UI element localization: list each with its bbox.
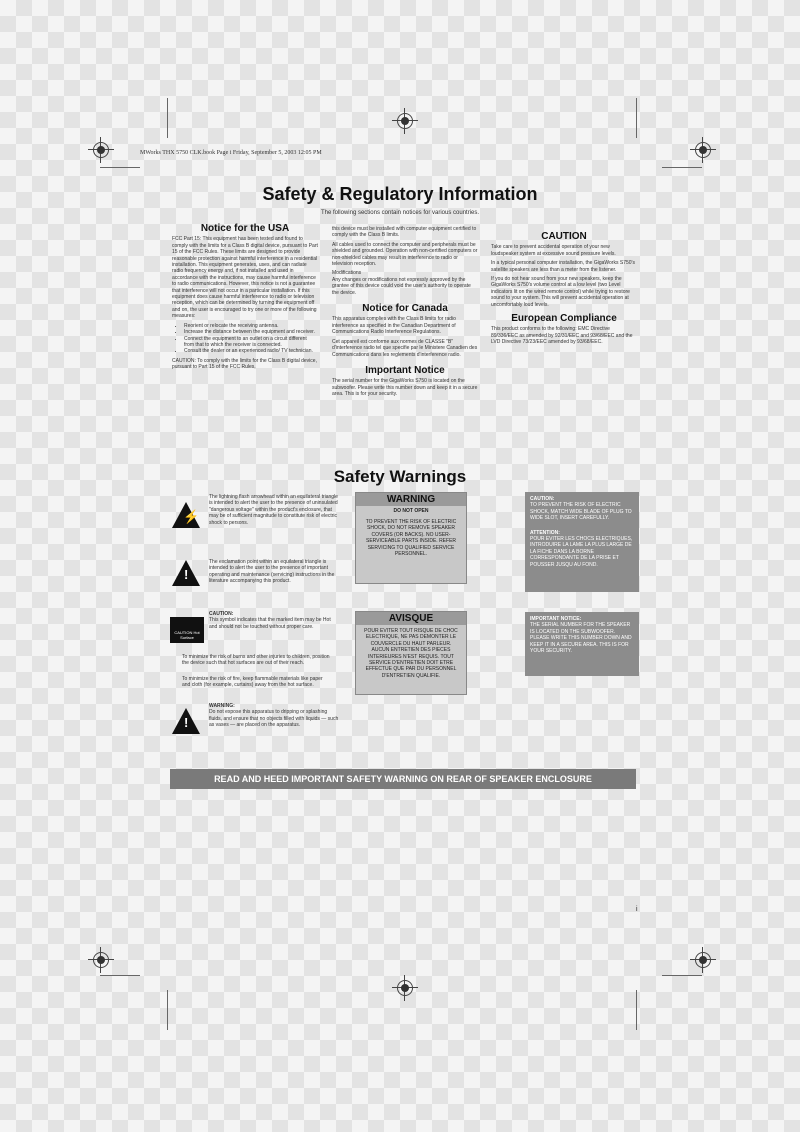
serial-notice-box (525, 612, 639, 676)
hot-caution-block (209, 611, 339, 630)
hot-caution-label: CAUTION: (209, 611, 234, 617)
lightning-warning-text: The lightning flash arrowhead within an equilateral triangle is intended to alert the user to the presence of uninsulated "dangerous voltage" within the product's enclosure, that may be of sufficient magnitude to constitute risk of electric shock to persons. (209, 494, 338, 526)
list-item: • Increase the distance between the equipment and receiver. (184, 329, 318, 335)
caution-paragraph-1: Take care to prevent accidental operation of your new loudspeaker system at excessive sound pressure levels. (491, 244, 616, 257)
crop-mark (636, 990, 637, 1030)
registration-mark-bottom-center (392, 975, 418, 1001)
crop-mark (100, 975, 140, 976)
canada-paragraph-1: This apparatus complies with the Class B limits for radio interference as specified in the Canadian Department of Communications Radio Interference Regulations. (332, 316, 456, 336)
europe-heading: European Compliance (511, 313, 617, 325)
plug-attention-text: POUR EVITER LES CHOCS ELECTRIQUES, INTRODUIRE LA LAME LA PLUS LARGE DE LA FICHE DANS LA BORNE CORRESPONDANTE DE LA PRISE ET POUSSER JUSQU AU FOND. (530, 536, 633, 568)
important-notice-text: The serial number for the GigaWorks S750 is located on the subwoofer. Please write this number down and keep it in a secure area. This is for your security. (332, 378, 478, 398)
warning-box-subheading: DO NOT OPEN (393, 508, 429, 514)
liquid-warning-label: WARNING: (209, 703, 235, 709)
list-item: • Reorient or relocate the receiving antenna. (184, 323, 318, 329)
caution-paragraph-3: If you do not hear sound from your new speakers, keep the GigaWorks S750's volume control at a low level (two Level indicators lit on the wired remote control) while trying to restore sound to your system. This will prevent accidental operation at uncomfortably loud levels. (491, 276, 630, 308)
crop-mark (662, 975, 702, 976)
canada-paragraph-2: Cet appareil est conforme aux normes de CLASSE "B" d'interference radio tel que specifie par le Ministere Canadien des Communications dans les reglements d'interference radio. (332, 338, 478, 358)
usa-paragraph: FCC Part 15: This equipment has been tested and found to comply with the limits for a Class B digital device, pursuant to Part 15 of the FCC Rules. These limits are designed to provide reasonable protection against harmful interference in a residential installation. This equipment generates, uses, and can radiate radio frequency energy and, if not installed and used in accordance with the instructions, may cause harmful interference to radio communications. However, this notice is not a guarantee that interference will not occur in a particular installation. If this equipment does cause harmful interference to radio or television reception, which can be determined by turning the equipment off and on, the user is encouraged to try one or more of the following measures: (172, 236, 318, 320)
safety-banner: READ AND HEED IMPORTANT SAFETY WARNING ON REAR OF SPEAKER ENCLOSURE (170, 769, 636, 789)
avisque-box-text: POUR EVITER TOUT RISQUE DE CHOC ELECTRIQUE, NE PAS DEMONTER LE COUVERCLE DU HAUT PARLEUR. AUCUN ENTRETIEN DES PIECES INTERIEURES N'EST REQUIS. TOUT SERVICE D'ENTRETIEN DOIT ETRE EFFECTUE QUE PAR DU PERSONNEL D'ENTRETIEN QUALIFIE. (364, 628, 458, 679)
lightning-warning-icon: ⚡ (172, 502, 200, 528)
crop-mark (167, 98, 168, 138)
registration-mark-top-center (392, 108, 418, 134)
usa-measures-list (172, 323, 318, 355)
middle-column (332, 226, 478, 401)
crop-mark (662, 167, 702, 168)
page-subtitle: The following sections contain notices for various countries. (320, 210, 480, 216)
page-title: Safety & Regulatory Information (262, 184, 538, 204)
warning-box-heading: WARNING (356, 493, 466, 506)
hot-surface-icon (170, 617, 204, 643)
file-header-line: MWorks THX 5750 CLK.book Page i Friday, September 5, 2003 12:05 PM (140, 150, 322, 156)
modifications-text: Any changes or modifications not expressly approved by the grantee of this device could void the user's authority to operate the device. (332, 276, 471, 296)
usa-column (172, 223, 318, 374)
middle-paragraph-2: All cables used to connect the computer and peripherals must be shielded and grounded. Operation with non-certified computers or non-shielded cables may result in interference to radio or television reception. (332, 241, 478, 268)
avisque-box (355, 611, 467, 695)
safety-warnings-heading: Safety Warnings (333, 467, 467, 486)
hot-caution-text: This symbol indicates that the marked item may be Hot and should not be touched without proper care. (209, 617, 331, 630)
hot-surface-label: CAUTION Hot Surface (174, 630, 200, 640)
burn-warning-text: To minimize the risk of burns and other injuries to children, position the device such that hot surfaces are out of their reach. (182, 654, 330, 667)
exclamation-warning-icon: ! (172, 560, 200, 586)
plug-attention-label: ATTENTION: (530, 529, 560, 536)
warning-box-text: TO PREVENT THE RISK OF ELECTRIC SHOCK, DO NOT REMOVE SPEAKER COVERS (OR BACKS). NO USER-SERVICEABLE PARTS INSIDE. REFER SERVICING TO QUALIFIED SERVICE PERSONNEL. (365, 519, 457, 558)
registration-mark-top-right (690, 137, 716, 163)
europe-text: This product conforms to the following: EMC Directive 89/336/EEC as amended by 92/31/EEC and 93/68/EEC and the LVD Directive 73/23/EEC amended by 93/68/EEC. (491, 326, 633, 346)
caution-heading: CAUTION (541, 231, 587, 242)
caution-paragraph-2: In a typical personal computer installation, the GigaWorks S750's satellite speakers are less than a meter from the listener. (491, 260, 635, 273)
canada-heading: Notice for Canada (362, 303, 448, 315)
crop-mark (100, 167, 140, 168)
crop-mark (167, 990, 168, 1030)
registration-mark-bottom-right (690, 947, 716, 973)
list-item: • Consult the dealer or an experienced radio/ TV technician. (184, 348, 318, 354)
modifications-heading: Modifications (332, 270, 362, 277)
middle-paragraph-1: this device must be installed with computer equipment certified to comply with the Class B limits. (332, 226, 477, 239)
avisque-box-heading: AVISQUE (356, 612, 466, 625)
serial-notice-label: IMPORTANT NOTICE: (530, 616, 582, 622)
serial-notice-text: THE SERIAL NUMBER FOR THE SPEAKER IS LOCATED ON THE SUBWOOFER. PLEASE WRITE THIS NUMBER DOWN AND KEEP IT IN A SECURE AREA. THIS IS FOR YOUR SECURITY. (530, 622, 632, 655)
right-column (491, 231, 637, 349)
usa-caution: CAUTION: To comply with the limits for the Class B digital device, pursuant to Part 15 of the FCC Rules, (172, 357, 317, 371)
list-item: • Connect the equipment to an outlet on a circuit different from that to which the receiver is connected. (184, 336, 318, 349)
plug-caution-label: CAUTION: (530, 496, 555, 502)
exclamation-warning-text: The exclamation point within an equilateral triangle is intended to alert the user to the presence of important operating and maintenance (servicing) instructions in the literature accompanying this product. (209, 559, 335, 585)
usa-heading: Notice for the USA (200, 223, 290, 234)
registration-mark-top-left (88, 137, 114, 163)
warning-box (355, 492, 467, 584)
plug-caution-box (525, 492, 639, 592)
liquid-warning-block (209, 703, 339, 729)
page-number: i (636, 906, 638, 913)
important-notice-heading: Important Notice (365, 364, 445, 376)
liquid-warning-icon: ! (172, 708, 200, 734)
plug-caution-text: TO PREVENT THE RISK OF ELECTRIC SHOCK, MATCH WIDE BLADE OF PLUG TO WIDE SLOT, INSERT CAREFULLY. (530, 502, 632, 522)
registration-mark-bottom-left (88, 947, 114, 973)
crop-mark (636, 98, 637, 138)
liquid-warning-text: Do not expose this apparatus to dripping or splashing fluids, and ensure that no objects filled with liquids — such as vases — are placed on the apparatus. (209, 709, 339, 729)
fire-warning-text: To minimize the risk of fire, keep flammable materials like paper and cloth (for example, curtains) away from the hot surface. (182, 676, 323, 689)
